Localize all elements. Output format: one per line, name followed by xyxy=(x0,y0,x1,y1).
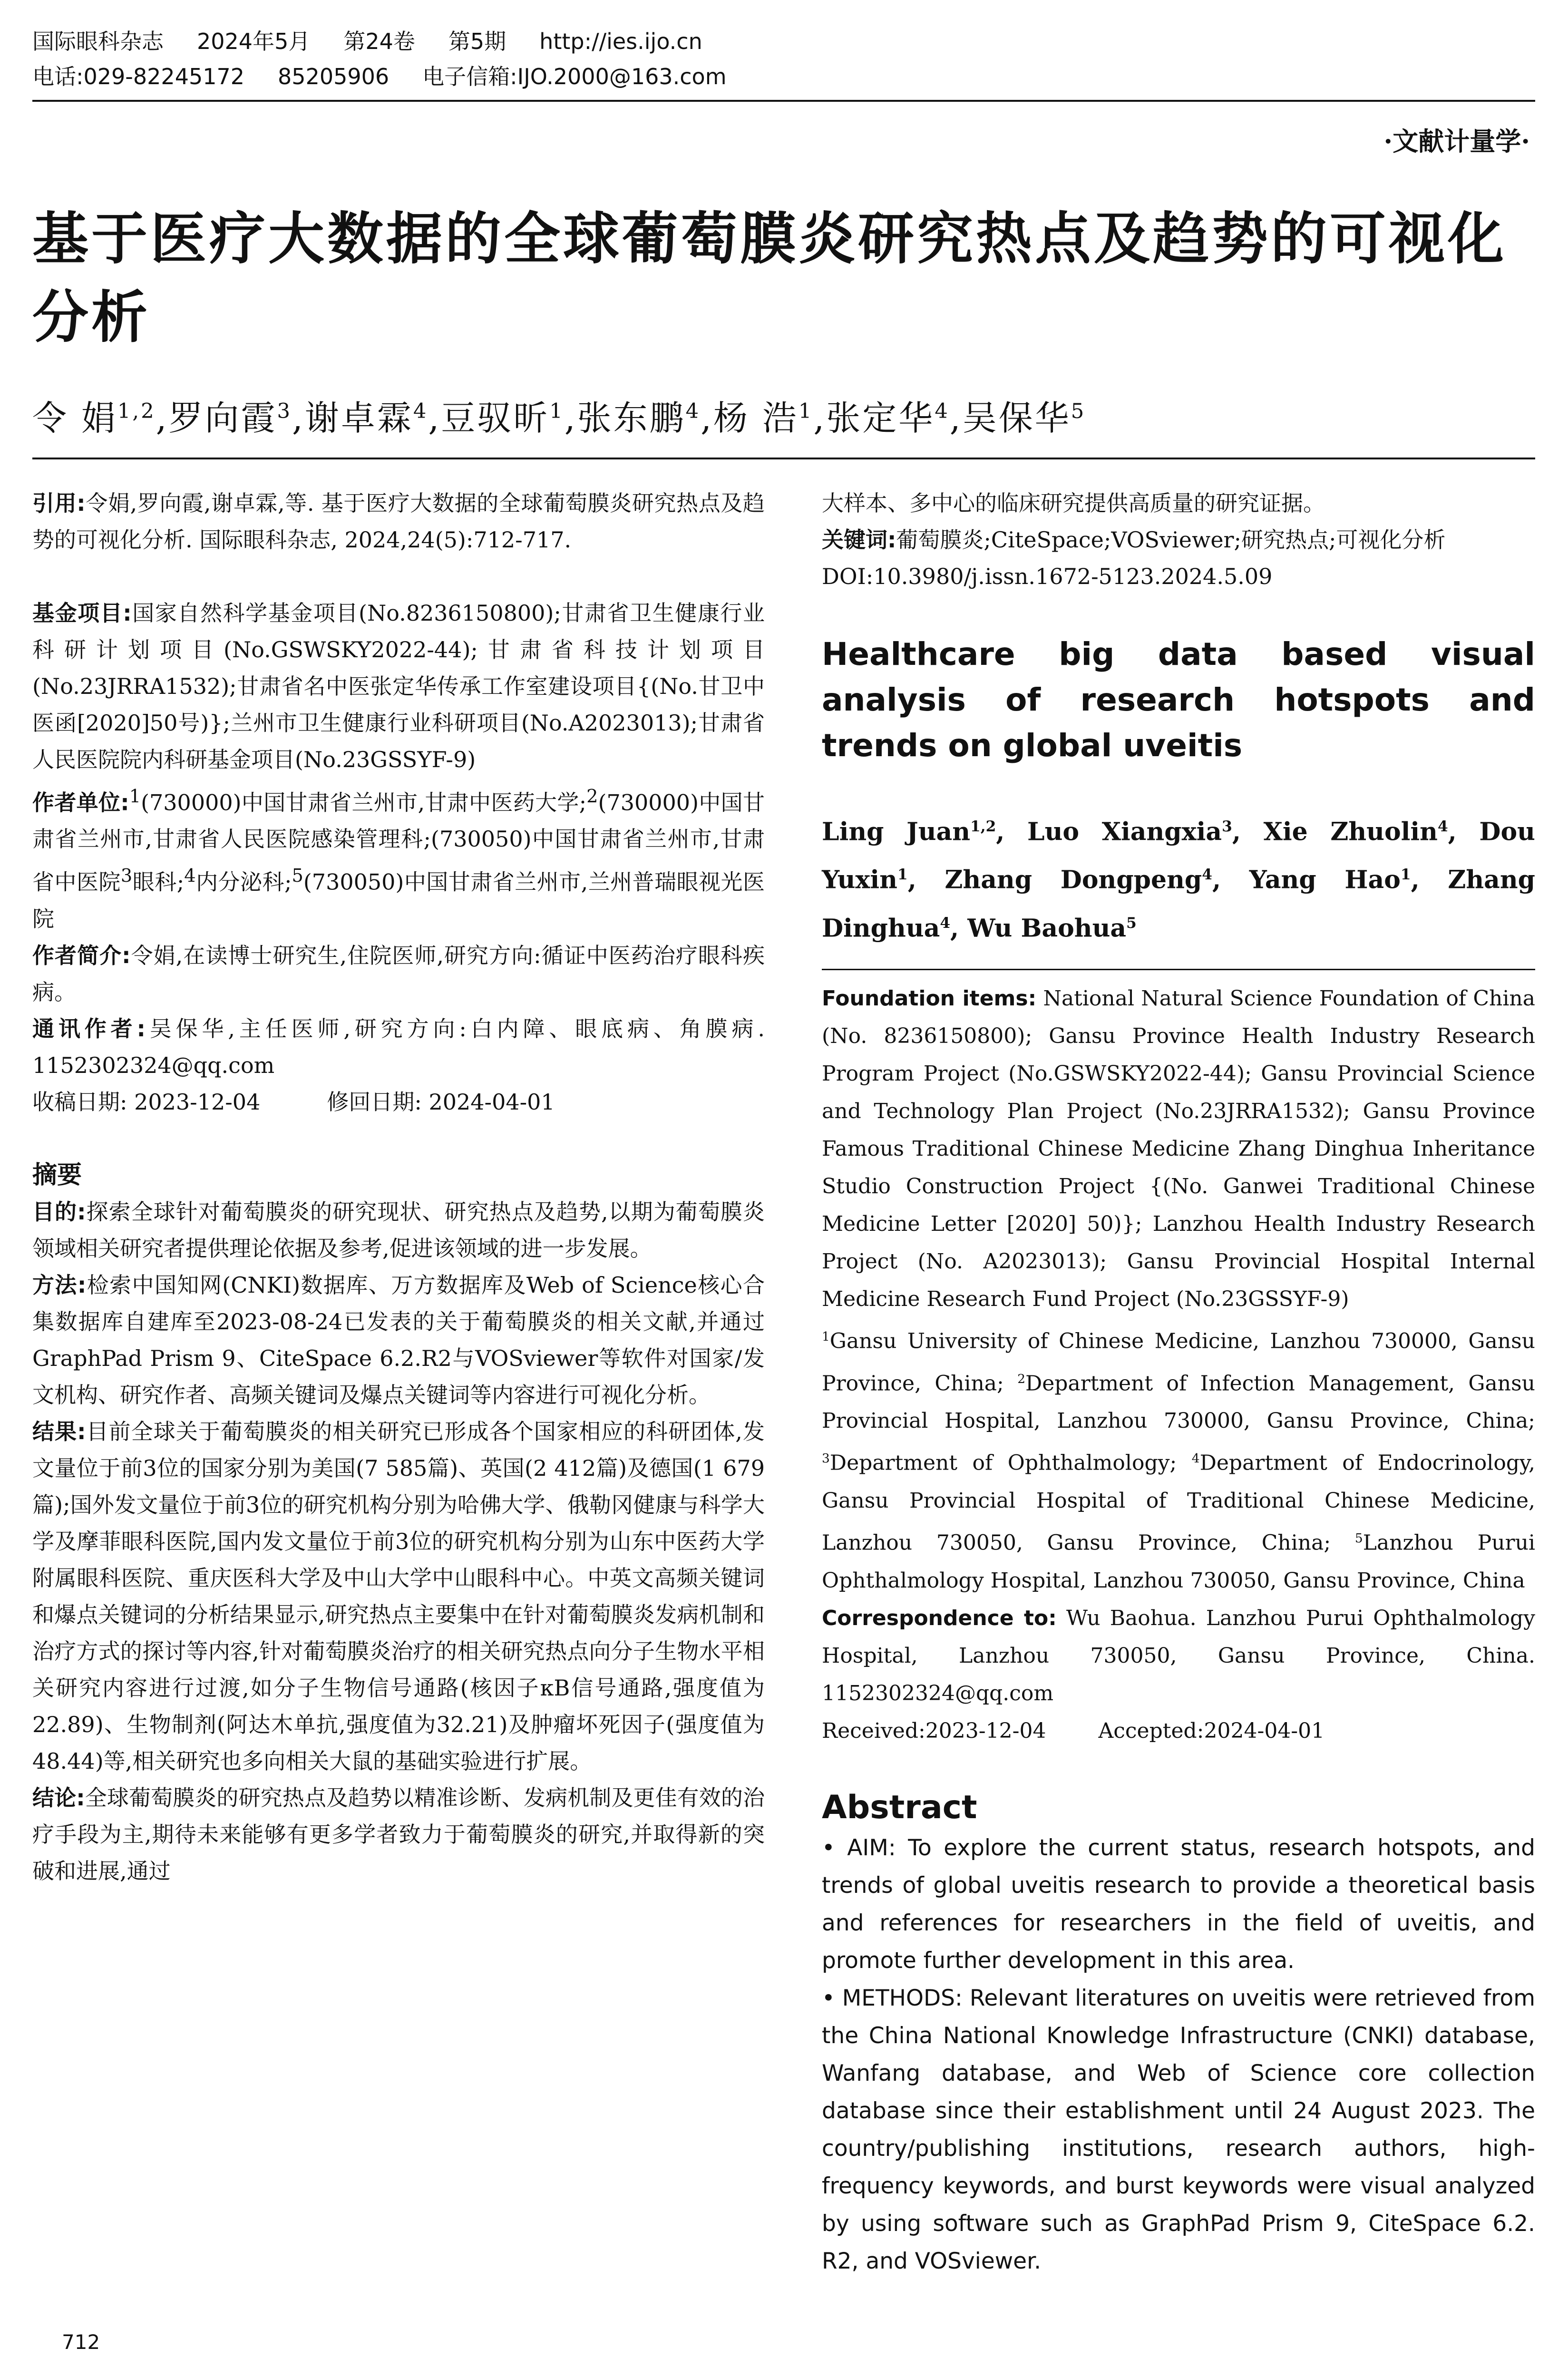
issue-number: 第5期 xyxy=(448,29,506,54)
header-line-1 xyxy=(32,24,1535,59)
abstract-results-cn: 结果:目前全球关于葡萄膜炎的相关研究已形成各个国家相应的科研团体,发文量位于前3位的国家分别为美国(7 585篇)、英国(2 412篇)及德国(1 679篇);国外发文量位于前3位的研究机构分别为哈佛大学、俄勒冈健康与科学大学及摩菲眼科医院,国内发文量位于前3位的研究机构分别为山东中医药大学附属眼科医院、重庆医科大学及中山大学中山眼科中心。中英文高频关键词和爆点关键词的分析结果显示,研究热点主要集中在针对葡萄膜炎发病机制和治疗方式的探讨等内容,针对葡萄膜炎治疗的相关研究热点向分子生物水平相关研究内容进行过渡,如分子生物信号通路(核因子κB信号通路,强度值为22.89)、生物制剂(阿达木单抗,强度值为32.21)及肿瘤坏死因子(强度值为48.44)等,相关研究也多向相关大鼠的基础实验进行扩展。 xyxy=(32,1418,765,1774)
author-bio: 作者简介:令娟,在读博士研究生,住院医师,研究方向:循证中医药治疗眼科疾病。 xyxy=(32,942,765,1005)
abstract-heading-cn: 摘要 xyxy=(32,1160,82,1189)
volume: 第24卷 xyxy=(343,29,415,54)
abstract-aim-cn: 目的:探索全球针对葡萄膜炎的研究现状、研究热点及趋势,以期为葡萄膜炎领域相关研究者提供理论依据及参考,促进该领域的进一步发展。 xyxy=(32,1198,765,1261)
citation: 引用:令娟,罗向霞,谢卓霖,等. 基于医疗大数据的全球葡萄膜炎研究热点及趋势的可视化分析. 国际眼科杂志, 2024,24(5):712-717. xyxy=(32,490,765,553)
english-section-rule xyxy=(822,969,1535,970)
abstract-heading-en: Abstract xyxy=(822,1788,977,1826)
header-rule xyxy=(32,100,1535,102)
dates: 收稿日期: 2023-12-04 修回日期: 2024-04-01 xyxy=(32,1089,555,1115)
english-title: Healthcare big data based visual analysis of research hotspots and trends on global uveitis xyxy=(822,636,1535,764)
journal-header xyxy=(32,24,1535,94)
section-tag: ·文献计量学· xyxy=(1383,126,1530,156)
author-units: 作者单位:$^1$(730000)中国甘肃省兰州市,甘肃中医药大学;$^2$(730000)中国甘肃省兰州市,甘肃省人民医院感染管理科;(730050)中国甘肃省兰州市,甘肃省中医院$^3$眼科;$^4$内分泌科;$^5$(730050)中国甘肃省兰州市,兰州普瑞眼视光医院 xyxy=(32,786,765,932)
foundation-items: Foundation items: National Natural Science Foundation of China (No. 8236150800); Gansu Province Health Industry Research Program Project (No.GSWSKY2022-44); Gansu Provincial Science and Technology Plan Project (No.23JRRA1532); Gansu Province Famous Traditional Chinese Medicine Zhang Dinghua Inheritance Studio Construction Project {(No. Ganwei Traditional Chinese Medicine Letter [2020] 50)}; Lanzhou Health Industry Research Project (No. A2023013); Gansu Provincial Hospital Internal Medicine Research Fund Project (No.23GSSYF-9) xyxy=(822,986,1535,1311)
abstract-methods-cn: 方法:检索中国知网(CNKI)数据库、万方数据库及Web of Science核心合集数据库自建库至2023-08-24已发表的关于葡萄膜炎的相关文献,并通过GraphPad Prism 9、CiteSpace 6.2.R2与VOSviewer等软件对国家/发文机构、研究作者、高频关键词及爆点关键词等内容进行可视化分析。 xyxy=(32,1272,765,1408)
right-column xyxy=(822,485,1535,2280)
phone-1: 电话:029-82245172 xyxy=(32,64,245,89)
author: 吴保华 xyxy=(962,398,1071,438)
author: 谢卓霖 xyxy=(304,398,413,438)
abstract-methods-en: • METHODS: Relevant literatures on uveitis were retrieved from the China National Knowledge Infrastructure (CNKI) database, Wanfang database, and Web of Science core collection database since their establishment until 24 August 2023. The country/publishing institutions, research authors, high-frequency keywords, and burst keywords were visual analyzed by using software such as GraphPad Prism 9, CiteSpace 6.2. R2, and VOSviewer. xyxy=(822,1985,1535,2274)
author: 令 娟 xyxy=(32,398,117,438)
author-rule xyxy=(32,458,1535,459)
keywords-cn: 关键词:葡萄膜炎;CiteSpace;VOSviewer;研究热点;可视化分析 xyxy=(822,527,1446,553)
author: 豆驭昕 xyxy=(441,398,550,438)
phone-2: 85205906 xyxy=(278,64,390,89)
author: 张东鹏 xyxy=(577,398,686,438)
author: 罗向霞 xyxy=(168,398,277,438)
english-author-list: Ling Juan$^{1,2}$, Luo Xiangxia$^3$, Xie Zhuolin$^4$, Dou Yuxin$^1$, Zhang Dongpeng$^4$, Yang Hao$^1$, Zhang Dinghua$^4$, Wu Baohua$^5$ xyxy=(822,817,1535,943)
english-dates: Received:2023-12-04 Accepted:2024-04-01 xyxy=(822,1718,1325,1743)
author: 张定华 xyxy=(826,398,935,438)
journal-email: 电子信箱:IJO.2000@163.com xyxy=(422,64,727,89)
funding: 基金项目:国家自然科学基金项目(No.8236150800);甘肃省卫生健康行业科研计划项目(No.GSWSKY2022-44);甘肃省科技计划项目(No.23JRRA1532);甘肃省名中医张定华传承工作室建设项目{(No.甘卫中医函[2020]50号)};兰州市卫生健康行业科研项目(No.A2023013);甘肃省人民医院院内科研基金项目(No.23GSSYF-9) xyxy=(32,600,765,772)
author-list: 令 娟$^{1,2}$,罗向霞$^3$,谢卓霖$^4$,豆驭昕$^1$,张东鹏$^4$,杨 浩$^1$,张定华$^4$,吴保华$^5$ xyxy=(32,398,1086,438)
correspondence: Correspondence to: Wu Baohua. Lanzhou Purui Ophthalmology Hospital, Lanzhou 730050, Gansu Province, China. 1152302324@qq.com xyxy=(822,1606,1535,1705)
abstract-conclusion-cont: 大样本、多中心的临床研究提供高质量的研究证据。 xyxy=(822,490,1325,516)
doi: DOI:10.3980/j.issn.1672-5123.2024.5.09 xyxy=(822,564,1273,589)
journal-name: 国际眼科杂志 xyxy=(32,29,164,54)
abstract-conclusion-cn: 结论:全球葡萄膜炎的研究热点及趋势以精准诊断、发病机制及更佳有效的治疗手段为主,期待未来能够有更多学者致力于葡萄膜炎的研究,并取得新的突破和进展,通过 xyxy=(32,1784,765,1884)
issue-date: 2024年5月 xyxy=(197,29,311,54)
article-title: 基于医疗大数据的全球葡萄膜炎研究热点及趋势的可视化分析 xyxy=(32,206,1507,350)
author: 杨 浩 xyxy=(713,398,799,438)
abstract-aim-en: • AIM: To explore the current status, research hotspots, and trends of global uveitis research to provide a theoretical basis and references for researchers in the field of uveitis, and promote further development in this area. xyxy=(822,1834,1536,1974)
left-column xyxy=(32,485,765,1890)
english-affiliations: $^1$Gansu University of Chinese Medicine, Lanzhou 730000, Gansu Province, China; $^2$Department of Infection Management, Gansu Provincial Hospital, Lanzhou 730000, Gansu Province, China; $^3$Department of Ophthalmology; $^4$Department of Endocrinology, Gansu Provincial Hospital of Traditional Chinese Medicine, Lanzhou 730050, Gansu Province, China; $^5$Lanzhou Purui Ophthalmology Hospital, Lanzhou 730050, Gansu Province, China xyxy=(822,1329,1535,1593)
header-line-2 xyxy=(32,59,1535,94)
journal-url[interactable]: http://ies.ijo.cn xyxy=(539,29,702,54)
page-number: 712 xyxy=(62,2330,100,2354)
corresponding-author: 通讯作者:吴保华,主任医师,研究方向:白内障、眼底病、角膜病. 1152302324@qq.com xyxy=(32,1015,765,1078)
